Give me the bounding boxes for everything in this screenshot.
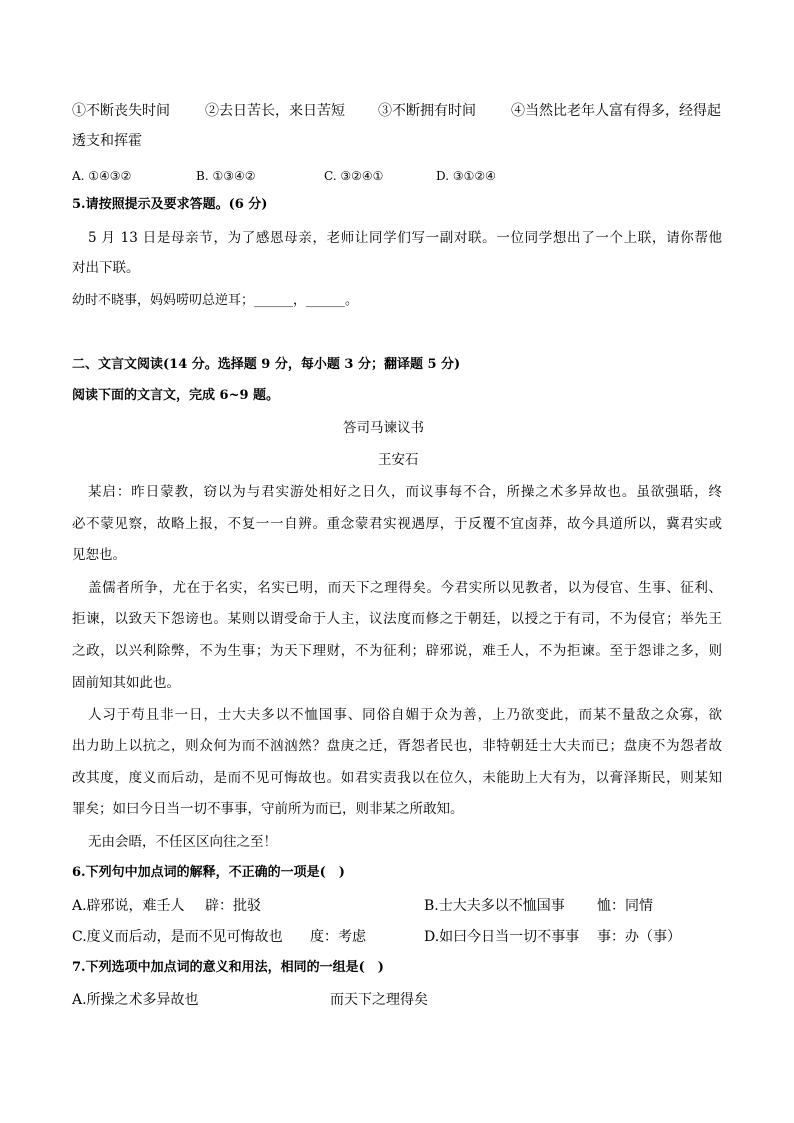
q4-items-row — [0, 102, 794, 120]
q6-option-c-sentence: C.度义而后动，是而不见可悔故也 — [72, 929, 283, 945]
q5-prompt-line: 5 月 13 日是母亲节，为了感恩母亲，老师让同学们写一副对联。一位同学想出了一个上联，请你帮他 — [88, 230, 722, 246]
passage-line: 无由会晤，不任区区向往之至！ — [88, 834, 277, 850]
q4-item-4: ④当然比老年人富有得多，经得起 — [511, 103, 721, 119]
passage-line: 某启：昨日蒙教，窃以为与君实游处相好之日久，而议事每不合，所操之术多异故也。虽欲强聒，终 — [88, 484, 722, 500]
q6-option-d-sentence: D.如曰今日当一切不事事 — [424, 929, 580, 945]
passage-title: 答司马谏议书 — [343, 420, 424, 436]
passage-line: 出力助上以抗之，则众何为而不汹汹然？盘庚之迁，胥怨者民也，非特朝廷士大夫而已；盘庚不为怨者故 — [72, 738, 722, 754]
passage-line: 盖儒者所争，尤在于名实，名实已明，而天下之理得矣。今君实所以见教者，以为侵官、生事、征利、 — [88, 580, 722, 596]
q6-option-a-sentence: A.辟邪说，难壬人 — [72, 898, 185, 914]
passage-author: 王安石 — [378, 452, 419, 468]
q5-heading: 5.请按照提示及要求答题。(6 分) — [72, 197, 268, 212]
q4-item-continuation: 透支和挥霍 — [72, 133, 142, 149]
q6-option-d-gloss: 事：办（事） — [597, 929, 681, 945]
q5-prompt-line: 对出下联。 — [72, 260, 140, 276]
passage-line: 改其度，度义而后动，是而不见可悔故也。如君实责我以在位久，未能助上大有为，以膏泽斯民，则某知 — [72, 770, 722, 786]
q7-heading: 7.下列选项中加点词的意义和用法，相同的一组是( ) — [72, 960, 384, 975]
q6-option-c-gloss: 度：考虑 — [310, 929, 366, 945]
q6-options-row — [0, 928, 794, 946]
q7-option-a-left: A.所操之术多异故也 — [72, 992, 199, 1008]
q4-choice-a: A. ①④③② — [72, 169, 132, 183]
q6-option-b-gloss: 恤：同情 — [597, 898, 653, 914]
passage-line: 人习于苟且非一日，士大夫多以不恤国事、同俗自媚于众为善，上乃欲变此，而某不量敌之众寡，欲 — [88, 707, 722, 723]
passage-line: 拒谏，以致天下怨谤也。某则以谓受命于人主，议法度而修之于朝廷，以授之于有司，不为侵官；举先王 — [72, 611, 722, 627]
q4-item-2: ②去日苦长，来日苦短 — [205, 103, 345, 119]
q7-option-row — [0, 991, 794, 1009]
q4-item-3: ③不断拥有时间 — [378, 103, 476, 119]
q6-option-a-gloss: 辟：批驳 — [205, 898, 261, 914]
section-instruction: 阅读下面的文言文，完成 6~9 题。 — [72, 388, 280, 403]
q4-item-1: ①不断丧失时间 — [72, 103, 170, 119]
q4-choice-d: D. ③①②④ — [436, 169, 496, 183]
q6-options-row — [0, 897, 794, 915]
q4-choices-row — [0, 167, 794, 185]
passage-line: 固前知其如此也。 — [72, 675, 180, 691]
section-heading: 二、文言文阅读(14 分。选择题 9 分，每小题 3 分；翻译题 5 分) — [72, 357, 461, 372]
q5-couplet: 幼时不晓事，妈妈唠叨总逆耳；______，______。 — [72, 293, 359, 308]
passage-line: 必不蒙见察，故略上报，不复一一自辨。重念蒙君实视遇厚，于反覆不宜卤莽，故今具道所以，冀君实或 — [72, 516, 722, 532]
q4-choice-c: C. ③②④① — [324, 169, 384, 183]
passage-line: 罪矣；如曰今日当一切不事事，守前所为而已，则非某之所敢知。 — [72, 801, 464, 817]
passage-line: 之政，以兴利除弊，不为生事；为天下理财，不为征利；辟邪说，难壬人，不为拒谏。至于怨诽之多，则 — [72, 643, 722, 659]
q6-option-b-sentence: B.士大夫多以不恤国事 — [424, 898, 565, 914]
q6-heading: 6.下列句中加点词的解释，不正确的一项是( ) — [72, 865, 345, 880]
q7-option-a-right: 而天下之理得矣 — [330, 992, 428, 1008]
q4-choice-b: B. ①③④② — [196, 169, 256, 183]
passage-line: 见恕也。 — [72, 547, 126, 563]
